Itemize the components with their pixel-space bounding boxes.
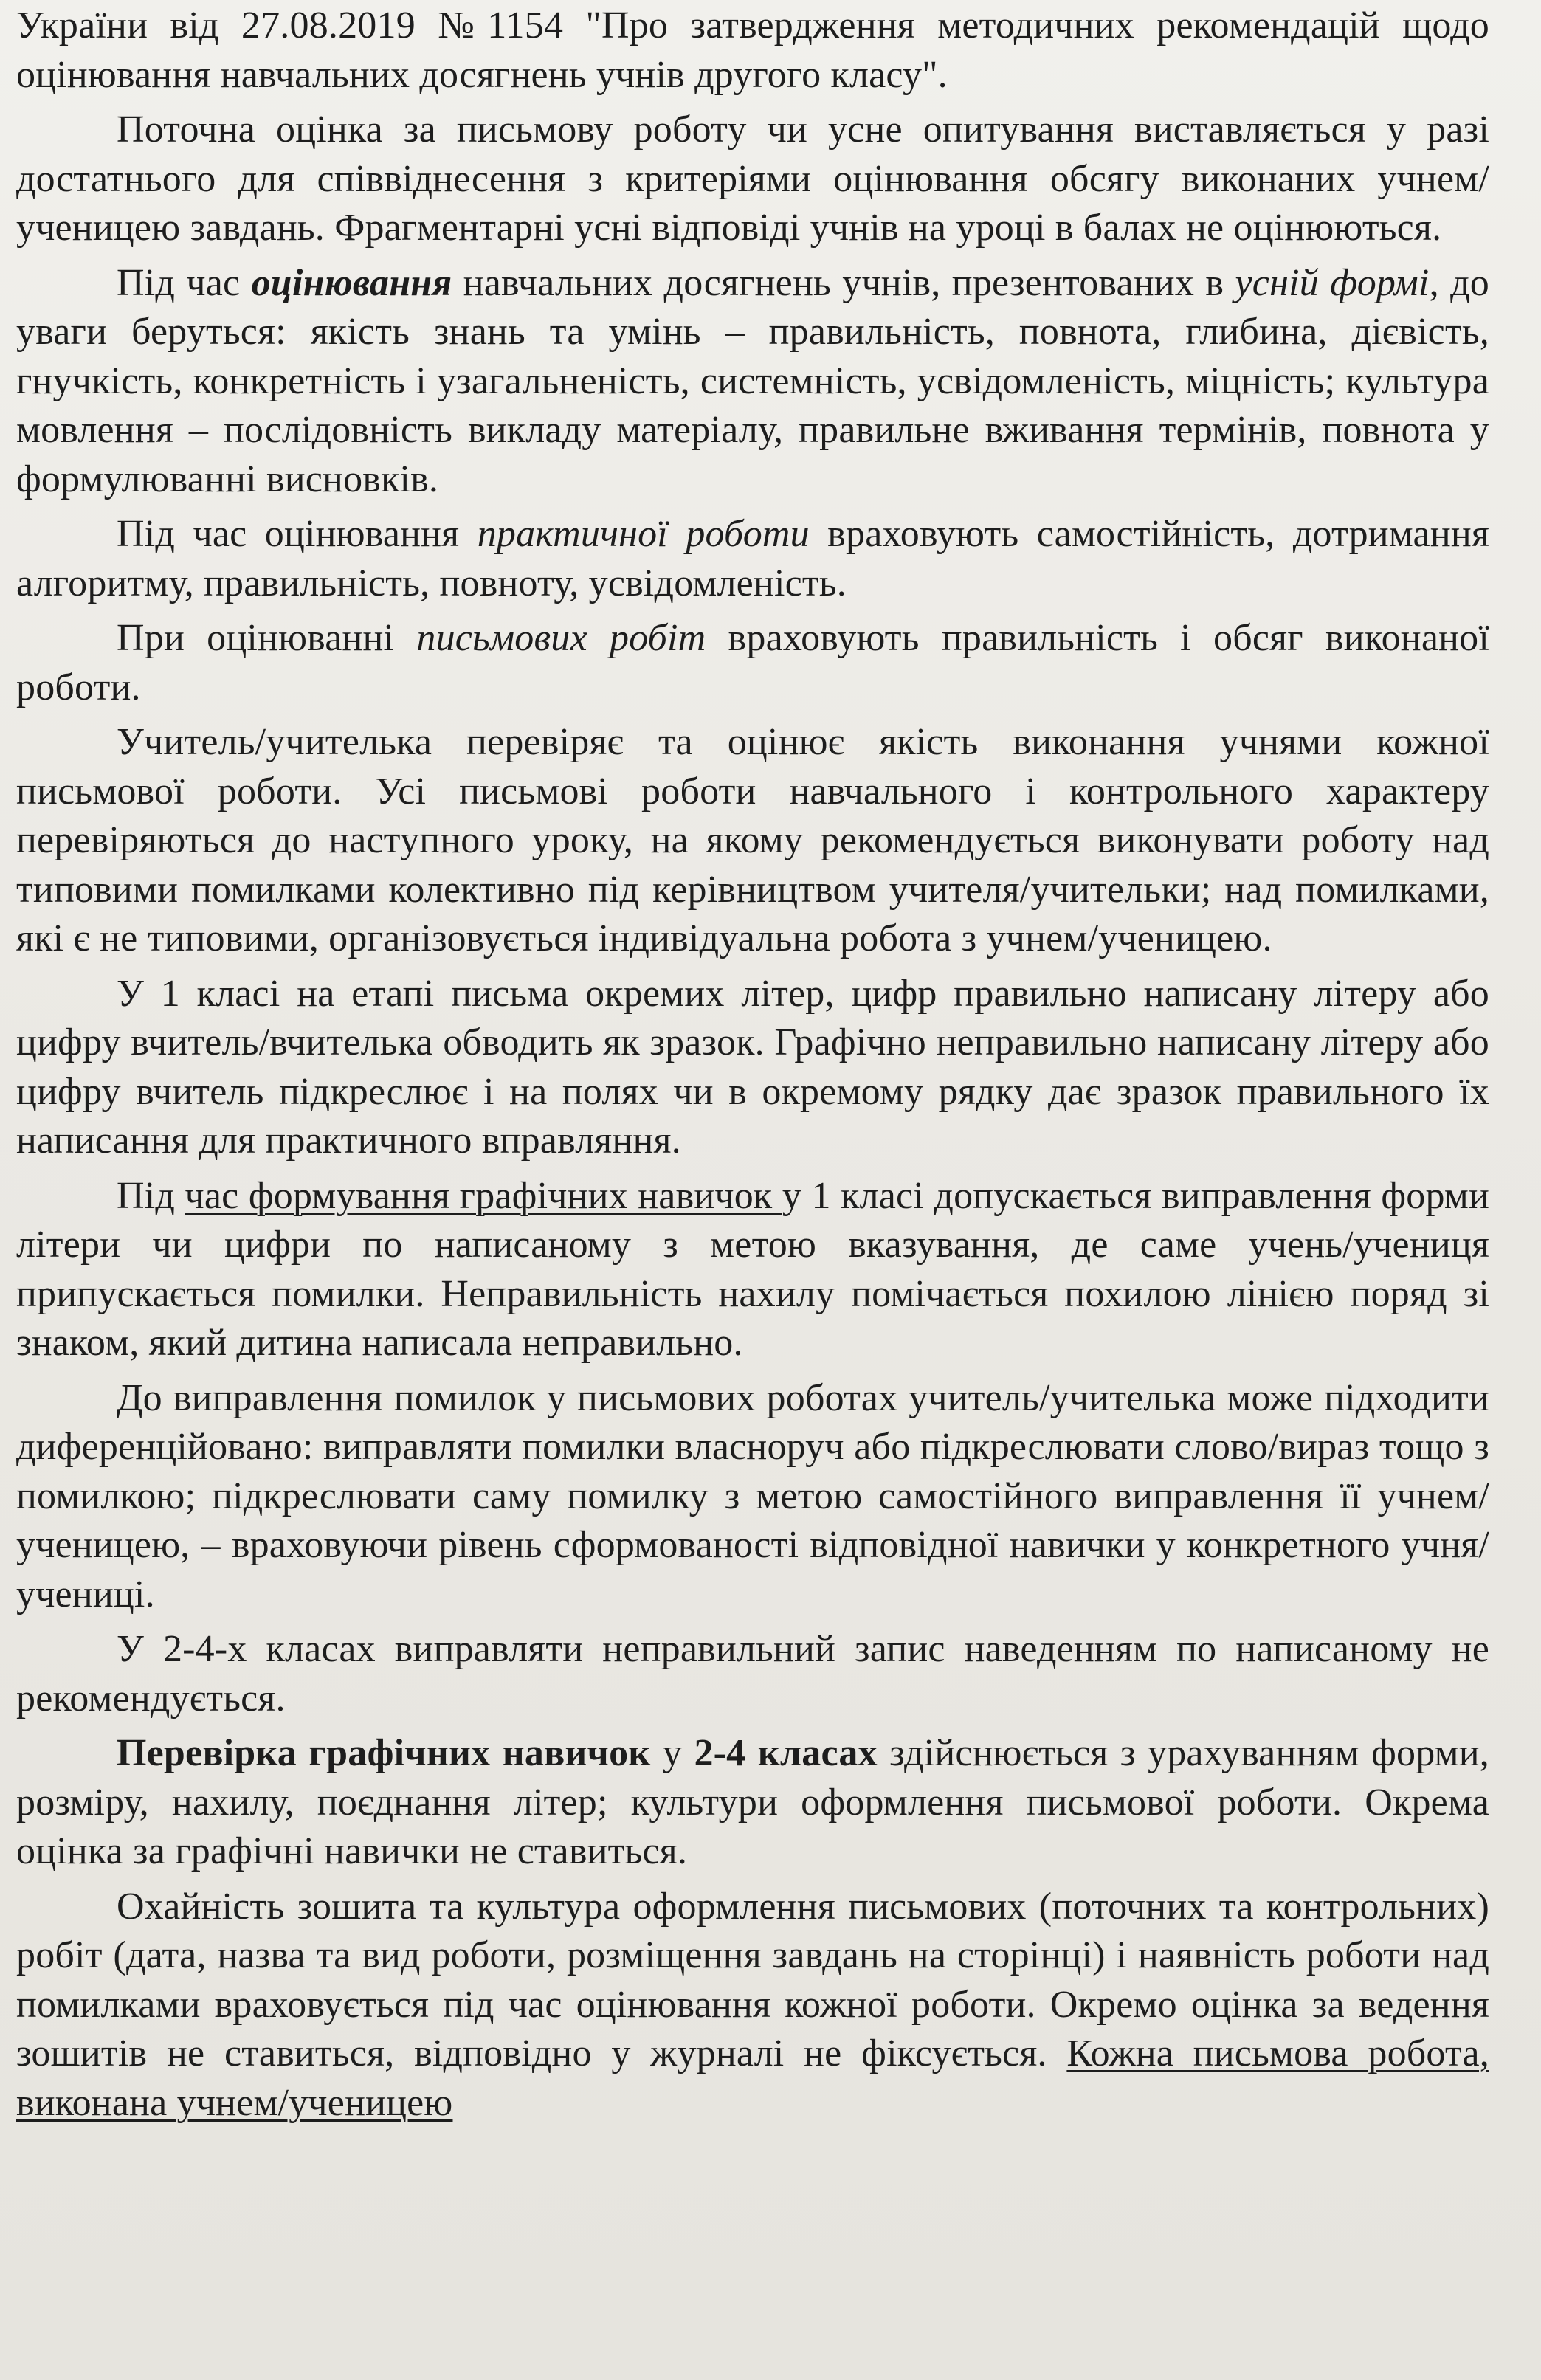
paragraph-8 [16,1172,1489,1368]
text-run: Охайність зошита та культура оформлення письмових (поточних та контрольних) робіт (дата, назва та вид роботи, розміщення завдань на сторінці) і наявність роботи над помилками враховується під час оцінювання кожної роботи. Окремо оцінка за ведення зошитів не ставиться, відповідно у журналі не фіксується. [16,1885,1489,2074]
paragraph-3 [16,259,1489,505]
text-run: У 1 класі на етапі письма окремих літер, цифр правильно написану літеру або цифру вчитель/вчителька обводить як зразок. Графічно неправильно написану літеру або цифру вчитель підкреслює і на полях чи в окремому рядку дає зразок правильного їх написання для практичного вправляння. [16,972,1489,1162]
text-run: навчальних досягнень учнів, презентованих в [452,261,1235,304]
text-run: , до уваги беруться: якість знань та умінь – правильність, повнота, глибина, дієвість, гнучкість, конкретність і узагальненість, системність, усвідомленість, міцність; культура мовлення – послідовність викладу матеріалу, правильне вживання термінів, повнота у формулюванні висновків. [16,261,1490,500]
text-run: у 1 класі допускається виправлення форми літери чи цифри по написаному з метою вказування, де саме учень/учениця припускається помилки. Неправильність нахилу помічається похилою лінією поряд зі знаком, який дитина написала неправильно. [16,1174,1489,1364]
text-run: здійснюється з урахуванням форми, розміру, нахилу, поєднання літер; культури оформлення письмової роботи. Окрема оцінка за графічні навички не ставиться. [16,1732,1489,1872]
paragraph-2 [16,106,1489,253]
text-run: у [650,1732,694,1774]
paragraph-7 [16,970,1489,1166]
text-run: Під час [117,261,252,304]
text-run-underlined: Кожна письмова робота, виконана учнем/ученицею [16,2032,1489,2124]
text-run-underlined: час формування графічних навичок [185,1174,782,1217]
paragraph-4 [16,510,1489,608]
text-run-italic: усній формі [1235,261,1430,304]
text-run-italic: письмових робіт [416,617,706,659]
text-run-italic: практичної роботи [477,513,810,555]
text-run: У 2-4-х класах виправляти неправильний запис наведенням по написаному не рекомендується. [16,1628,1489,1720]
text-run: До виправлення помилок у письмових роботах учитель/учителька може підходити диференційовано: виправляти помилки власноруч або підкреслювати слово/вираз тощо з помилкою; підкреслювати саму помилку з метою самостійного виправлення її учнем/ученицею, – враховуючи рівень сформованості відповідної навички у конкретного учня/учениці. [16,1376,1489,1615]
paragraph-1 [16,1,1489,100]
text-run: Під час оцінювання [117,513,478,555]
paragraph-11 [16,1729,1489,1877]
text-run: Поточна оцінка за письмову роботу чи усне опитування виставляється у разі достатнього для співвіднесення з критеріями оцінювання обсягу виконаних учнем/ученицею завдань. Фрагментарні усні відповіді учнів на уроці в балах не оцінюються. [16,108,1489,249]
paragraph-6 [16,718,1489,964]
paragraph-9 [16,1374,1489,1620]
paragraph-5 [16,614,1489,712]
text-run: України від 27.08.2019 №1154 "Про затвердження методичних рекомендацій щодо оцінювання навчальних досягнень учнів другого класу". [16,4,1489,96]
text-run-bold: 2-4 класах [694,1732,878,1774]
text-run: враховують самостійність, дотримання алгоритму, правильність, повноту, усвідомленість. [16,513,1489,604]
paragraph-10 [16,1625,1489,1723]
text-run-bold: Перевірка графічних навичок [117,1732,651,1774]
text-run: Учитель/учителька перевіряє та оцінює якість виконання учнями кожної письмової роботи. Усі письмові роботи навчального і контрольного характеру перевіряються до наступного уроку, на якому рекомендується виконувати роботу над типовими помилками колективно під керівництвом учителя/учительки; над помилками, які є не типовими, організовується індивідуальна робота з учнем/ученицею. [16,721,1489,959]
text-run: При оцінюванні [117,617,417,659]
text-run-bold-italic: оцінювання [251,261,452,304]
text-run: враховують правильність і обсяг виконаної роботи. [16,617,1489,708]
paragraph-12 [16,1883,1489,2128]
text-run: Під [117,1174,185,1217]
